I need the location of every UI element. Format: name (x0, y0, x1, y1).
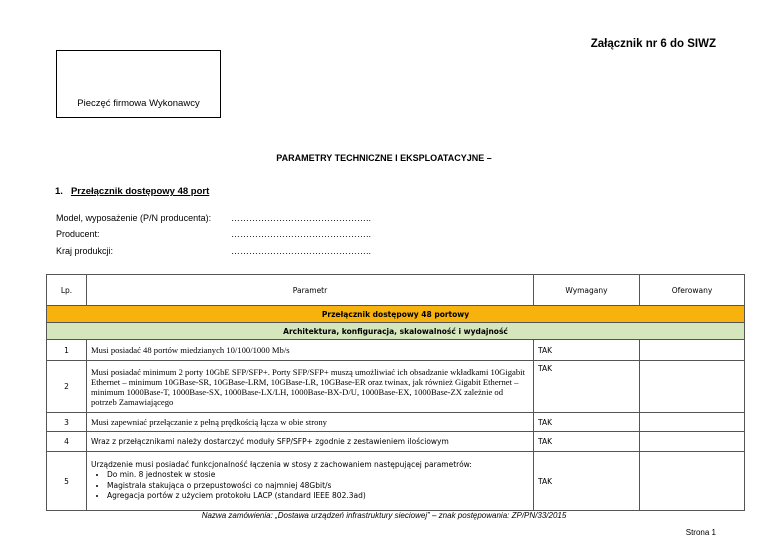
table-row (47, 413, 745, 432)
row-text: Musi zapewniać przełączanie z pełną prędkością łącza w obie strony (87, 413, 534, 432)
section-number: 1. (55, 186, 63, 197)
table-row (47, 340, 745, 361)
header-offered: Oferowany (640, 275, 745, 306)
field-country (56, 246, 456, 256)
row-offered[interactable] (640, 340, 745, 361)
row-text: Musi posiadać 48 portów miedzianych 10/100/1000 Mb/s (87, 340, 534, 361)
row-offered[interactable] (640, 432, 745, 452)
row-offered[interactable] (640, 452, 745, 511)
row-offered[interactable] (640, 413, 745, 432)
table-row (47, 452, 745, 511)
attachment-label: Załącznik nr 6 do SIWZ (590, 38, 716, 50)
field-producer-label: Producent: (56, 229, 100, 239)
row-text (87, 452, 534, 511)
field-country-label: Kraj produkcji: (56, 246, 114, 256)
table-row (47, 361, 745, 413)
row-lp: 3 (47, 413, 87, 432)
field-model (56, 213, 456, 223)
field-model-label: Model, wyposażenie (P/N producenta): (56, 213, 212, 223)
row-required: TAK (534, 413, 640, 432)
document-title: PARAMETRY TECHNICZNE I EKSPLOATACYJNE – (276, 153, 492, 163)
subgroup-title: Architektura, konfiguracja, skalowalność i wydajność (47, 323, 745, 340)
group-title: Przełącznik dostępowy 48 portowy (47, 306, 745, 323)
section-heading (55, 186, 209, 197)
field-country-value: ……………………………………….. (231, 246, 372, 256)
page-number: Strona 1 (685, 528, 716, 537)
company-stamp-label: Pieczęć firmowa Wykonawcy (77, 98, 200, 109)
row-lp: 2 (47, 361, 87, 413)
subgroup-row (47, 323, 745, 340)
row-required: TAK (534, 452, 640, 511)
header-lp: Lp. (47, 275, 87, 306)
section-title: Przełącznik dostępowy 48 port (70, 186, 210, 197)
row-intro: Urządzenie musi posiadać funkcjonalność łączenia w stosy z zachowaniem następującej parametrów: (91, 460, 472, 470)
row-offered[interactable] (640, 361, 745, 413)
field-model-value: ……………………………………….. (231, 213, 372, 223)
list-item: • Magistrala stakująca o przepustowości co najmniej 48Gbit/s (107, 481, 529, 492)
row-text: Wraz z przełącznikami należy dostarczyć moduły SFP/SFP+ zgodnie z zestawieniem ilościowym (87, 432, 534, 452)
row-required: TAK (534, 432, 640, 452)
parameters-table (46, 274, 745, 511)
list-item: • Agregacja portów z użyciem protokołu LACP (standard IEEE 802.3ad) (107, 491, 529, 502)
footer-text: Nazwa zamówienia: „Dostawa urządzeń infrastruktury sieciowej” – znak postępowania: ZP/PN/33/2015 (201, 511, 567, 520)
bullet-list (91, 470, 529, 502)
field-producer-value: ……………………………………….. (231, 229, 372, 239)
header-required: Wymagany (534, 275, 640, 306)
group-row (47, 306, 745, 323)
header-param: Parametr (87, 275, 534, 306)
row-lp: 4 (47, 432, 87, 452)
row-lp: 1 (47, 340, 87, 361)
table-header-row (47, 275, 745, 306)
row-required: TAK (534, 361, 640, 413)
list-item: • Do min. 8 jednostek w stosie (107, 470, 529, 481)
row-text: Musi posiadać minimum 2 porty 10GbE SFP/SFP+. Porty SFP/SFP+ muszą umożliwiać ich obsadzanie wkładkami 10Gigabit Ethernet – minimum 10GBase-SR, 10GBase-LRM, 10GBase-LR, 10GBase-ER oraz twinax, jak również Gigabit Ethernet – minimum 1000Base-T, 1000Base-SX, 1000Base-LX/LH, 1000Base-BX-D/U, 1000Base-EX, 1000Base-ZX zależnie od potrzeb Zamawiającego (87, 361, 534, 413)
row-required: TAK (534, 340, 640, 361)
field-producer (56, 229, 456, 239)
row-lp: 5 (47, 452, 87, 511)
table-row (47, 432, 745, 452)
